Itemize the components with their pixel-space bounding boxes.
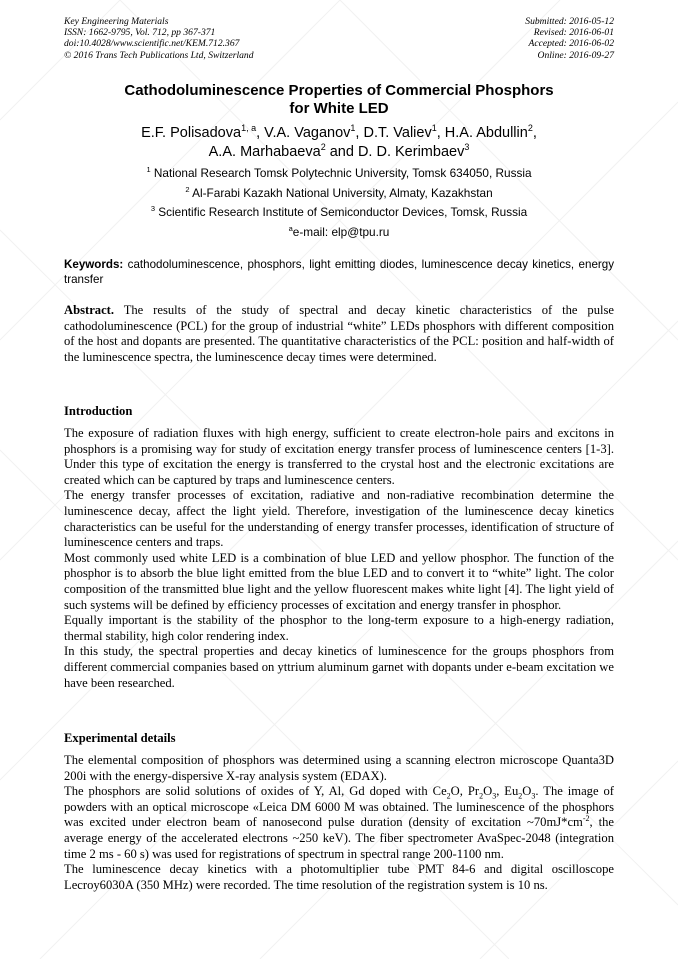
- text-run: , the average energy of the accelerated electrons ~250 keV). The fiber spectrometer AvaSpec-2048 (integration time 2 ms - 60 s) was used for registrations of spectrum in spectral range 200-1100 nm.: [64, 815, 614, 861]
- keywords-label: Keywords:: [64, 258, 124, 271]
- introduction-heading: Introduction: [64, 404, 133, 418]
- submitted-date: Submitted: 2016-05-12: [525, 16, 614, 27]
- author-affiliation-mark: 3: [464, 142, 470, 153]
- affiliation-mark: 1: [146, 165, 151, 175]
- author-affiliation-mark: 1: [350, 123, 356, 134]
- affiliation-mark: 2: [185, 184, 190, 194]
- subscript: 2: [446, 791, 451, 801]
- author-affiliation-mark: 1, a: [241, 123, 257, 134]
- paragraph: The luminescence decay kinetics with a photomultiplier tube PMT 84-6 and digital oscilloscope Lecroy6030A (350 MHz) were recorded. The time resolution of the registration system is 10 ns.: [64, 862, 614, 892]
- author-separator: ,: [436, 125, 445, 141]
- author-affiliation-mark: 2: [527, 123, 533, 134]
- abstract: [64, 303, 614, 365]
- accepted-date: Accepted: 2016-06-02: [528, 38, 614, 50]
- text-run: O, Pr: [450, 784, 480, 799]
- copyright-line: © 2016 Trans Tech Publications Ltd, Switzerland: [64, 49, 254, 61]
- email-text[interactable]: e-mail: elp@tpu.ru: [292, 225, 390, 240]
- author-name: A.A. Marhabaeva: [208, 144, 321, 160]
- text-run: The phosphors are solid solutions of oxides of Y, Al, Gd doped with Ce: [64, 784, 447, 799]
- author-name: H.A. Abdullin: [444, 125, 528, 141]
- paper-title: [64, 82, 614, 118]
- introduction-section: [64, 426, 614, 691]
- author-list: [64, 124, 614, 162]
- abstract-text: The results of the study of spectral and decay kinetic characteristics of the pulse cathodoluminescence (PCL) for the group of industrial “white” LEDs phosphors with different composition of the host and dopants are presented. The quantitative characteristics of the PCL: position and half-width of the luminescence spectra, the luminescence decay times were determined.: [64, 303, 614, 364]
- title-line-2: for White LED: [289, 100, 389, 117]
- subscript: 2: [518, 791, 523, 801]
- affiliation-text: Scientific Research Institute of Semiconductor Devices, Tomsk, Russia: [154, 205, 528, 220]
- paragraph: [64, 784, 614, 862]
- journal-info: [64, 16, 254, 61]
- publication-dates: [525, 16, 614, 61]
- affiliation-text: Al-Farabi Kazakh National University, Almaty, Kazakhstan: [189, 185, 493, 200]
- experimental-section: [64, 753, 614, 893]
- title-line-1: Cathodoluminescence Properties of Commercial Phosphors: [124, 82, 554, 99]
- author-separator: ,: [355, 125, 364, 141]
- author-name: D. D. Kerimbaev: [357, 144, 465, 160]
- affiliation-1: [64, 164, 614, 184]
- author-separator: ,: [532, 125, 537, 141]
- paragraph: Most commonly used white LED is a combination of blue LED and yellow phosphor. The function of the phosphor is to absorb the blue light emitted from the blue LED and to convert it to “white” light. The color composition of the transmitted blue light and the yellow fluorescent makes white light [4]. The light yield of such systems will be defined by efficiency processes of excitation and energy transfer in phosphor.: [64, 550, 614, 612]
- affiliation-mark: 3: [150, 204, 155, 214]
- doi-line[interactable]: doi:10.4028/www.scientific.net/KEM.712.367: [64, 38, 240, 50]
- abstract-paragraph: [64, 303, 614, 365]
- contact-email: [64, 223, 614, 243]
- paragraph: The exposure of radiation fluxes with high energy, sufficient to create electron-hole pairs and excitons in phosphors is a promising way for study of excitation energy transfer process of luminescence centers [1-3]. Under this type of excitation the energy is transferred to the crystal host and the electronic excitations are created which can be captured by traps and luminescence centers.: [64, 426, 614, 487]
- text-run: O: [522, 784, 532, 799]
- subscript: 3: [531, 791, 536, 801]
- affiliation-2: [64, 184, 614, 204]
- author-separator: ,: [256, 125, 265, 141]
- superscript: -2: [582, 814, 590, 824]
- journal-name: Key Engineering Materials: [64, 16, 169, 27]
- paragraph: The energy transfer processes of excitation, radiative and non-radiative recombination determine the luminescence decay, affect the light yield. Therefore, investigation of the luminescence decay kinetics characteristics can be useful for the understanding of energy transfer processes, identification of structure of luminescence centers and traps.: [64, 488, 614, 550]
- affiliation-mark: a: [288, 224, 293, 234]
- author-name: V.A. Vaganov: [264, 125, 351, 141]
- paragraph: In this study, the spectral properties and decay kinetics of luminescence for the groups phosphors from different commercial companies based on yttrium aluminum garnet with dopants under e-beam excitation we have been researched.: [64, 644, 614, 690]
- affiliations: [64, 164, 614, 243]
- text-run: . The image of powders with an optical microscope «Leica DM 6000 M was obtained. The luminescence of the phosphors was excited under electron beam of nanosecond pulse duration (density of excitation ~70mJ*cm: [64, 784, 615, 830]
- online-date: Online: 2016-09-27: [537, 49, 614, 61]
- issn-line: ISSN: 1662-9795, Vol. 712, pp 367-371: [64, 27, 216, 39]
- paragraph: The elemental composition of phosphors was determined using a scanning electron microscope Quanta3D 200i with the energy-dispersive X-ray analysis system (EDAX).: [64, 753, 614, 783]
- keywords-text: cathodoluminescence, phosphors, light emitting diodes, luminescence decay kinetics, energy transfer: [64, 258, 614, 286]
- abstract-label: Abstract.: [64, 303, 115, 317]
- author-conjunction: and: [325, 144, 358, 160]
- author-affiliation-mark: 2: [320, 142, 326, 153]
- subscript: 2: [479, 791, 484, 801]
- revised-date: Revised: 2016-06-01: [533, 27, 614, 39]
- author-name: E.F. Polisadova: [141, 125, 242, 141]
- paragraph: Equally important is the stability of the phosphor to the long-term exposure to a high-energy radiation, thermal stability, high color rendering index.: [64, 613, 614, 643]
- author-name: D.T. Valiev: [363, 125, 432, 141]
- experimental-heading: Experimental details: [64, 731, 176, 745]
- subscript: 3: [492, 791, 497, 801]
- text-run: O: [483, 784, 493, 799]
- text-run: , Eu: [496, 784, 519, 799]
- affiliation-3: [64, 203, 614, 223]
- keywords: [64, 258, 614, 287]
- journal-header: [64, 16, 614, 64]
- author-affiliation-mark: 1: [431, 123, 437, 134]
- affiliation-text: National Research Tomsk Polytechnic University, Tomsk 634050, Russia: [150, 166, 532, 180]
